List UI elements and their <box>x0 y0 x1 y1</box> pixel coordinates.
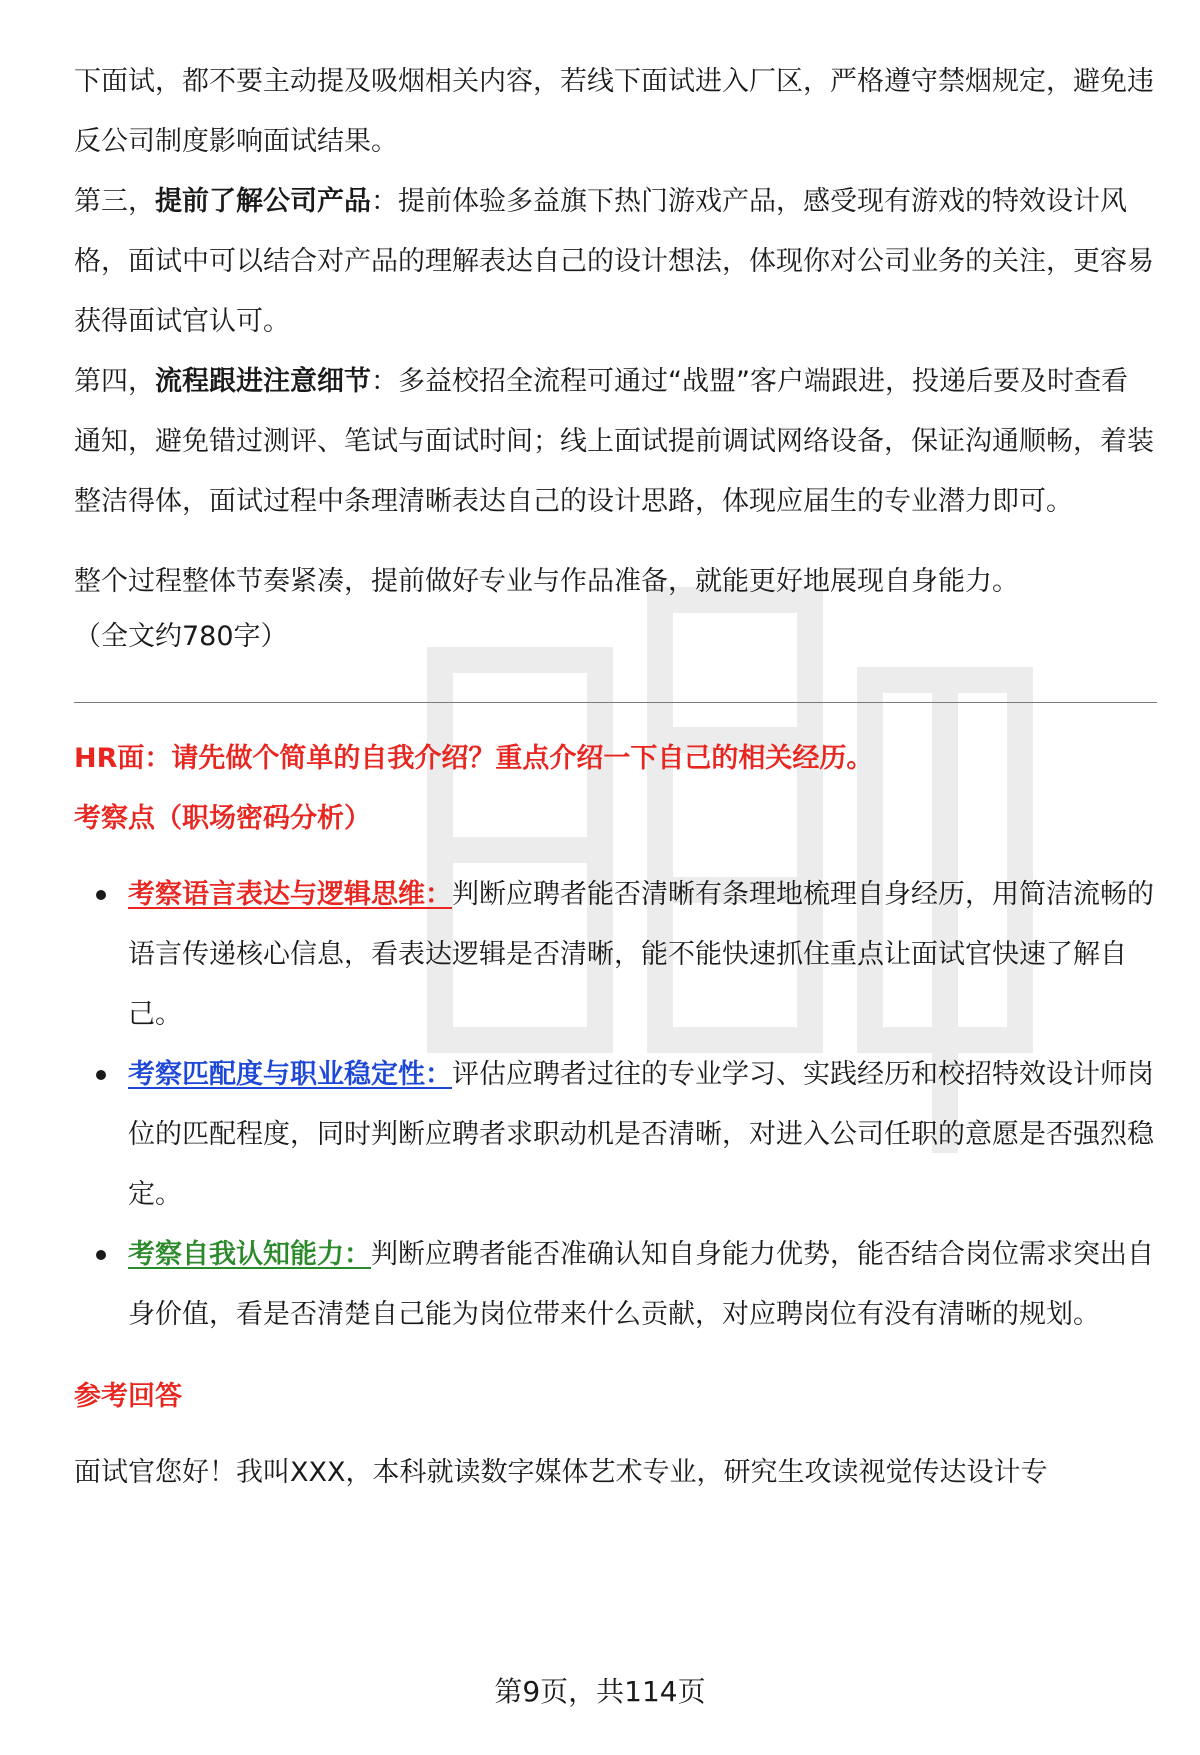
tip-heading: 提前了解公司产品 <box>155 186 371 217</box>
tip-heading: 流程跟进注意细节 <box>155 366 371 397</box>
analysis-title: 考察点（职场密码分析） <box>74 803 371 834</box>
document-page <box>74 52 1154 1503</box>
analysis-point <box>74 1045 1154 1225</box>
tip-prefix: 第三， <box>74 186 155 217</box>
point-text: 评估应聘者过往的专业学习、实践经历和校招特效设计师岗位的匹配程度，同时判断应聘者求职动机是否清晰，对进入公司任职的意愿是否强烈稳定。 <box>128 1059 1154 1210</box>
point-label: 考察语言表达与逻辑思维： <box>128 879 452 910</box>
word-count: （全文约780字） <box>74 621 288 652</box>
summary-text: 整个过程整体节奏紧凑，提前做好专业与作品准备，就能更好地展现自身能力。 <box>74 566 1019 597</box>
reference-title: 参考回答 <box>74 1381 182 1412</box>
analysis-point <box>74 865 1154 1045</box>
paragraph-intro: 下面试，都不要主动提及吸烟相关内容，若线下面试进入厂区，严格遵守禁烟规定，避免违反公司制度影响面试结果。 <box>74 66 1154 157</box>
tip-prefix: 第四， <box>74 366 155 397</box>
bullet-icon <box>96 890 106 900</box>
point-label: 考察自我认知能力： <box>128 1239 371 1270</box>
tip-body: ：多益校招全流程可通过“战盟”客户端跟进，投递后要及时查看通知，避免错过测评、笔试与面试时间；线上面试提前调试网络设备，保证沟通顺畅，着装整洁得体，面试过程中条理清晰表达自己的设计思路，体现应届生的专业潜力即可。 <box>74 366 1154 517</box>
point-label: 考察匹配度与职业稳定性： <box>128 1059 452 1090</box>
point-text: 判断应聘者能否清晰有条理地梳理自身经历，用简洁流畅的语言传递核心信息，看表达逻辑是否清晰，能不能快速抓住重点让面试官快速了解自己。 <box>128 879 1154 1030</box>
paragraph-fourth-tip <box>74 352 1154 532</box>
section-divider <box>74 702 1157 703</box>
paragraph-third-tip <box>74 172 1154 352</box>
page-number: 第9页，共114页 <box>494 1675 706 1708</box>
question-title: HR面：请先做个简单的自我介绍？重点介绍一下自己的相关经历。 <box>74 743 874 774</box>
tip-body: ：提前体验多益旗下热门游戏产品，感受现有游戏的特效设计风格，面试中可以结合对产品的理解表达自己的设计想法，体现你对公司业务的关注，更容易获得面试官认可。 <box>74 186 1154 337</box>
analysis-points-list <box>74 865 1154 1345</box>
bullet-icon <box>96 1070 106 1080</box>
reference-answer: 面试官您好！我叫XXX，本科就读数字媒体艺术专业，研究生攻读视觉传达设计专 <box>74 1457 1048 1488</box>
analysis-point <box>74 1225 1154 1345</box>
point-text: 判断应聘者能否准确认知自身能力优势，能否结合岗位需求突出自身价值，看是否清楚自己能为岗位带来什么贡献，对应聘岗位有没有清晰的规划。 <box>128 1239 1154 1330</box>
bullet-icon <box>96 1250 106 1260</box>
